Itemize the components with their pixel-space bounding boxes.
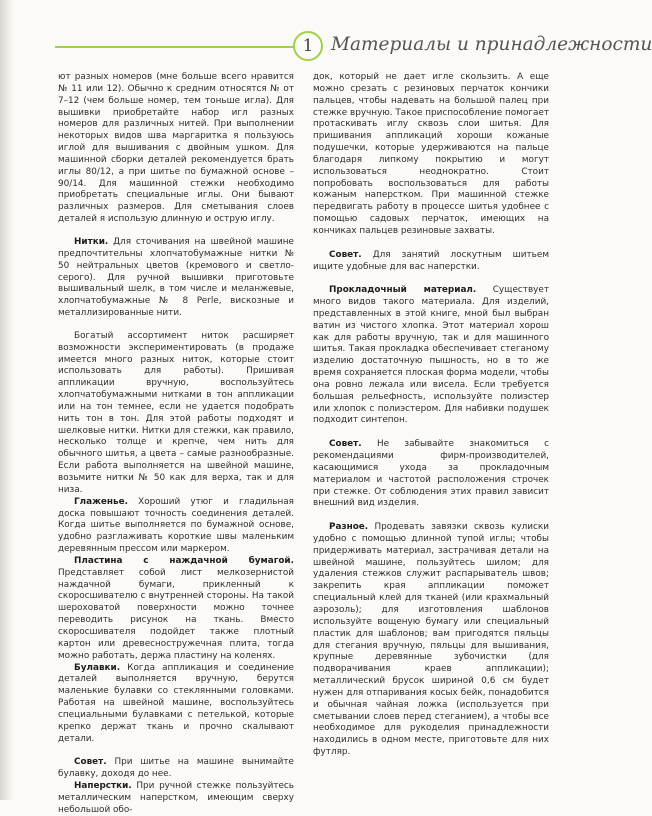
paragraph bbox=[58, 781, 294, 816]
tip-paragraph bbox=[58, 757, 294, 781]
paragraph-text: Представляет собой лист мелкозернистой наждачной бумаги, прикленный к скоросшивателю с внутренней стороны. На такой шероховатой поверхности можно точнее переводить рисунок на ткань. Вместо скоросшивателя подойдет также плотный картон или древесностружечная плита, тогда можно работать, держа пластину на коленях. bbox=[58, 567, 294, 661]
paragraph-text: док, который не дает игле скользить. А еще можно срезать с резиновых перчаток кончики пальцев, чтобы надевать на большой палец при стежке вручную. Такое приспособление помогает протаскивать иглу сквозь слои шитья. Для пришивания аппликаций хороши кожаные подушечки, которые удерживаются на пальце благодаря липкому покрытию и могут использоваться неоднократно. Стоит попробовать воспользоваться для работы кожаным наперстком. При машинной стежке передвигать работу в процессе шитья удобнее с помощью садовых перчаток, имеющих на кончиках пальцев резиновые захваты. bbox=[313, 72, 549, 236]
paragraph bbox=[313, 522, 549, 759]
paragraph-text: Для сточивания на швейной машине предпочтительны хлопчатобумажные нитки № 50 нейтральных цветов (кремового и светло-серого). Для ручной вышивки приготовьте вышивальный шелк, в том числе и меланжевые, хлопчатобумажные № 8 Perle, вискозные и металлизированные нити. bbox=[58, 236, 294, 319]
paragraph-term: Прокладочный материал. bbox=[329, 285, 477, 296]
paragraph-text: Когда аппликация и соединение деталей выполняется вручную, берутся маленькие булавки со стеклянными головками. Работая на швейной машине, воспользуйтесь специальными булавками с петелькой, которые крепко держат ткань и прочно скалывают детали. bbox=[58, 662, 294, 744]
paragraph-term: Глаженье. bbox=[74, 496, 128, 507]
paragraph-term: Разное. bbox=[329, 522, 369, 533]
paragraph bbox=[313, 285, 549, 427]
paragraph-term: Совет. bbox=[329, 249, 362, 260]
header-rule bbox=[55, 46, 295, 48]
paragraph bbox=[58, 72, 294, 226]
paragraph-term: Совет. bbox=[74, 757, 107, 768]
left-text-column bbox=[58, 72, 294, 816]
paragraph-text: Для занятий лоскутным шитьем ищите удобные для вас наперстки. bbox=[313, 249, 549, 272]
paragraph-text: Продевать завязки сквозь кулиски удобно с помощью длинной тупой иглы; чтобы придерживать материал, застрачивая детали на швейной машине, пользуйтесь шилом; для удаления стежков служит распарыватель швов; закрепить края аппликации поможет специальный клей для тканей (или крахмальный аэрозоль); для изготовления шаблонов используйте вощеную бумагу или специальный пластик для шаблонов; вам пригодятся пяльцы для стегания вручную, пяльцы для вышивания, крупные деревянные зубочистки (для подворачивания краев аппликации); металлический брусок шириной 0,6 см будет нужен для отпаривания косых бейк, понадобится и обычная чайная ложка (используется при сметывании слоев перед стеганием), а чтобы все необходимое для рукоделия принадлежности находились в одном месте, приготовьте для них футляр. bbox=[313, 522, 549, 758]
right-text-column bbox=[313, 72, 549, 759]
paragraph-term: Совет. bbox=[329, 439, 362, 450]
paragraph-text: ют разных номеров (мне больше всего нравится № 11 или 12). Обычно к средним относятся № от 7–12 (чем больше номер, тем тоньше игла). Для вышивки приобретайте набор игл разных номеров для различных нитей. При выполнении некоторых видов шва маргаритка я пользуюсь иглой для вышивания с двойным ушком. Для машинной сборки деталей рекомендуется брать иглы 80/12, а при шитье по бумажной основе – 90/14. Для машинной стежки необходимо приобретать специальные иглы. Они бывают различных размеров. Для сметывания слоев деталей я использую длинную и острую иглу. bbox=[58, 72, 294, 225]
chapter-title: Материалы и принадлежности bbox=[331, 34, 652, 55]
chapter-header bbox=[0, 0, 652, 70]
tip-paragraph bbox=[313, 250, 549, 274]
paragraph bbox=[313, 72, 549, 238]
paragraph-text: При шитье на машине вынимайте булавку, доходя до нее. bbox=[58, 757, 294, 780]
paragraph-text: Существует много видов такого материала. Для изделий, представленных в этой книге, мной был выбран ватин из чистого хлопка. Этот материал хорош как для работы вручную, так и для машинного шитья. Такая прокладка обеспечивает стеганому изделию достаточную пышность, но в то же время сохраняется плоская форма модели, чтобы она ровно лежала или висела. Если требуется большая рельефность, используйте полиэстер или хлопок с полиэстером. Для набивки подушек подходит синтепон. bbox=[313, 285, 549, 426]
paragraph bbox=[58, 237, 294, 320]
paragraph bbox=[58, 497, 294, 556]
chapter-number-badge: 1 bbox=[293, 31, 323, 61]
paragraph-text: Хороший утюг и гладильная доска повышают точность соединения деталей. Когда шитье выполняется по бумажной основе, удобно разглаживать короткие швы маленьким деревянным прессом или маркером. bbox=[58, 496, 294, 555]
page-gutter-shadow bbox=[0, 0, 14, 800]
paragraph bbox=[58, 663, 294, 746]
paragraph-term: Наперстки. bbox=[74, 780, 132, 791]
paragraph-text: Богатый ассортимент ниток расширяет возможности экспериментировать (в продаже имеется много разных ниток, которые стоит использовать для работы). Пришивая аппликации вручную, воспользуйтесь хлопчатобумажными нитками в тон аппликации или на тон темнее, если не удается подобрать нить тон в тон. Для этой работы подходят и шелковые нитки. Нитки для стежки, как правило, несколько толще и крепче, чем нить для обычного шитья, а цвета – самые разнообразные. Если работа выполняется на швейной машине, возьмите нитки № 50 как для верха, так и для низа. bbox=[58, 330, 294, 495]
paragraph-text: Не забывайте знакомиться с рекомендациями фирм-производителей, касающимися ухода за прокладочным материалом и частотой расположения строчек при стежке. От соблюдения этих правил зависит внешний вид изделия. bbox=[313, 439, 549, 509]
paragraph-term: Нитки. bbox=[74, 236, 109, 247]
tip-paragraph bbox=[313, 439, 549, 510]
paragraph bbox=[58, 556, 294, 663]
paragraph-term: Булавки. bbox=[74, 662, 121, 673]
paragraph-text: При ручной стежке пользуйтесь металлическим наперстком, имеющим сверху небольшой обо- bbox=[58, 780, 294, 815]
paragraph bbox=[58, 331, 294, 497]
paragraph-term: Пластина с наждачной бумагой. bbox=[74, 555, 294, 566]
